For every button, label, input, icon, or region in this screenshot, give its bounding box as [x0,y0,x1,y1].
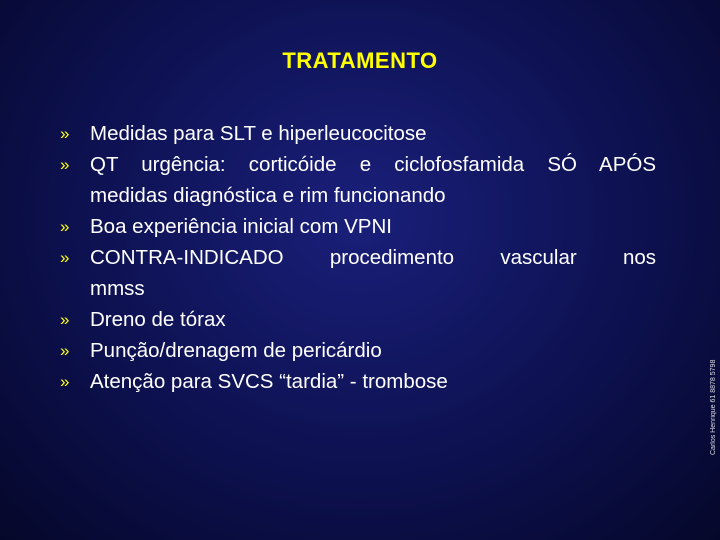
bullet-text-continued: mmss [90,277,145,300]
bullet-marker-icon: » [60,248,70,267]
bullet-item [60,242,656,304]
bullet-marker-icon: » [60,155,70,174]
side-credit: Carlos Henrique 61 8878 5798 [710,359,717,455]
bullet-text: Dreno de tórax [90,308,226,331]
bullet-list [60,118,656,397]
bullet-text: Medidas para SLT e hiperleucocitose [90,122,427,145]
bullet-item [60,304,656,335]
bullet-text: Punção/drenagem de pericárdio [90,339,382,362]
bullet-item [60,366,656,397]
bullet-item [60,118,656,149]
bullet-item [60,211,656,242]
bullet-marker-icon: » [60,217,70,236]
bullet-text: Boa experiência inicial com VPNI [90,215,392,238]
bullet-marker-icon: » [60,372,70,391]
bullet-item [60,335,656,366]
bullet-marker-icon: » [60,341,70,360]
bullet-text: CONTRA-INDICADO procedimento vascular nos [90,246,656,269]
bullet-text: Atenção para SVCS “tardia” - trombose [90,370,448,393]
bullet-marker-icon: » [60,310,70,329]
bullet-item [60,149,656,211]
bullet-marker-icon: » [60,124,70,143]
slide-title: TRATAMENTO [282,48,438,73]
bullet-text-continued: medidas diagnóstica e rim funcionando [90,184,446,207]
bullet-text: QT urgência: corticóide e ciclofosfamida SÓ APÓS [90,153,656,176]
